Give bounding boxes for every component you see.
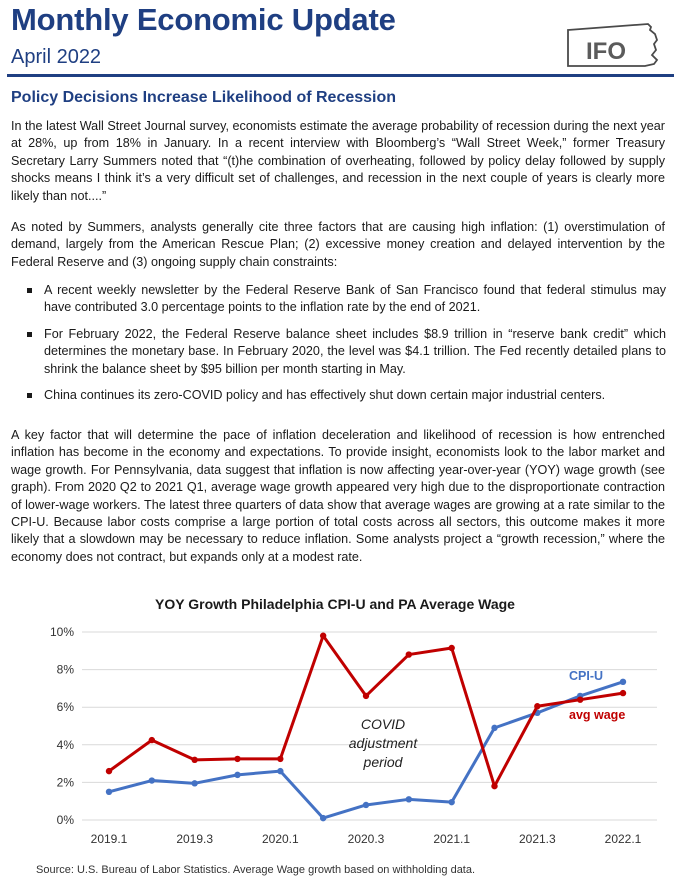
section-heading: Policy Decisions Increase Likelihood of Recession	[11, 89, 397, 106]
x-tick-label: 2019.3	[176, 832, 214, 846]
data-point	[491, 783, 497, 789]
data-point	[363, 693, 369, 699]
data-point	[406, 796, 412, 802]
paragraph-2: As noted by Summers, analysts generally cite three factors that are causing high inflation: (1) overstimulation of demand, largely from the American Rescue Plan; (2) excessive money creation and delayed intervention by the Federal Reserve and (3) ongoing supply chain constraints:	[11, 220, 665, 269]
y-tick-label: 2%	[56, 775, 74, 790]
annotation-text: COVID	[360, 716, 406, 732]
data-point	[106, 789, 112, 795]
x-tick-label: 2020.1	[261, 832, 299, 846]
data-point	[191, 780, 197, 786]
issue-date: April 2022	[11, 46, 102, 68]
bullet-item: A recent weekly newsletter by the Federal Reserve Bank of San Francisco found that federal stimulus may have contributed 3.0 percentage points to the inflation rate by the end of 2021.	[24, 282, 666, 317]
ifo-logo	[562, 18, 670, 72]
data-point	[234, 772, 240, 778]
data-point	[620, 679, 626, 685]
data-point	[277, 756, 283, 762]
data-point	[149, 777, 155, 783]
data-point	[577, 696, 583, 702]
data-point	[277, 768, 283, 774]
paragraph-3: A key factor that will determine the pace of inflation deceleration and likelihood of recession is how entrenched inflation has become in the economy and expectations. To provide insight, economists look to the labor market and wage growth. For Pennsylvania, data suggest that inflation is now affecting year-over-year (YOY) wage growth (see graph). From 2020 Q2 to 2021 Q1, average wage growth appeared very high due to the disproportionate contraction of lower-wage workers. The latest three quarters of data show that average wages are growing at a rate similar to the CPI-U. Because labor costs comprise a large portion of total costs across all sectors, this outcome makes it more likely that a slowdown may be necessary to reduce inflation. Some analysts project a “growth recession,” where the economy does not contract, but expands only at a modest rate.	[11, 428, 665, 564]
data-point	[491, 725, 497, 731]
y-tick-label: 10%	[49, 625, 74, 639]
y-tick-label: 4%	[56, 737, 74, 752]
data-point	[620, 690, 626, 696]
data-point	[448, 645, 454, 651]
chart-title: YOY Growth Philadelphia CPI-U and PA Average Wage	[155, 596, 515, 612]
paragraph-1: In the latest Wall Street Journal survey, economists estimate the average probability of recession during the next year at 28%, up from 18% in January. In a recent interview with Bloomberg’s “Wall Street Week,” former Treasury Secretary Larry Summers noted that “(t)he combination of overheating, followed by policy delay followed by supply shocks means I think it’s a very difficult set of challenges, and recession in the next couple of years is clearly more likely than not....”	[11, 119, 665, 203]
bullet-list	[24, 282, 666, 413]
x-tick-label: 2021.3	[518, 832, 556, 846]
data-point	[106, 768, 112, 774]
data-point	[234, 756, 240, 762]
x-tick-label: 2021.1	[433, 832, 471, 846]
data-point	[363, 802, 369, 808]
source-note: Source: U.S. Bureau of Labor Statistics. Average Wage growth based on withholding data.	[36, 864, 476, 876]
data-point	[191, 757, 197, 763]
x-tick-label: 2020.3	[347, 832, 385, 846]
data-point	[320, 815, 326, 821]
logo-text: IFO	[586, 38, 626, 65]
y-tick-label: 6%	[56, 700, 74, 715]
y-tick-label: 8%	[56, 662, 74, 677]
x-tick-label: 2022.1	[604, 832, 642, 846]
bullet-item: China continues its zero-COVID policy and has effectively shut down certain major industrial centers.	[24, 387, 666, 404]
series-label-cpi-u: CPI-U	[569, 669, 604, 683]
annotation-text: period	[363, 754, 403, 770]
data-point	[448, 799, 454, 805]
page-header	[0, 0, 681, 80]
newsletter-title: Monthly Economic Update	[11, 2, 396, 37]
y-tick-label: 0%	[56, 813, 74, 827]
data-point	[320, 633, 326, 639]
header-rule	[7, 74, 674, 77]
series-label-avg-wage: avg wage	[569, 708, 626, 722]
chart-plot	[0, 592, 681, 889]
data-point	[406, 651, 412, 657]
bullet-item: For February 2022, the Federal Reserve balance sheet includes $8.9 trillion in “reserve bank credit” which determines the monetary base. In February 2020, the level was $4.1 trillion. The Fed recently detailed plans to shrink the balance sheet by $95 billion per month starting in May.	[24, 326, 666, 378]
annotation-text: adjustment	[348, 735, 418, 751]
data-point	[534, 703, 540, 709]
x-tick-label: 2019.1	[90, 832, 128, 846]
chart	[0, 592, 681, 889]
data-point	[149, 737, 155, 743]
